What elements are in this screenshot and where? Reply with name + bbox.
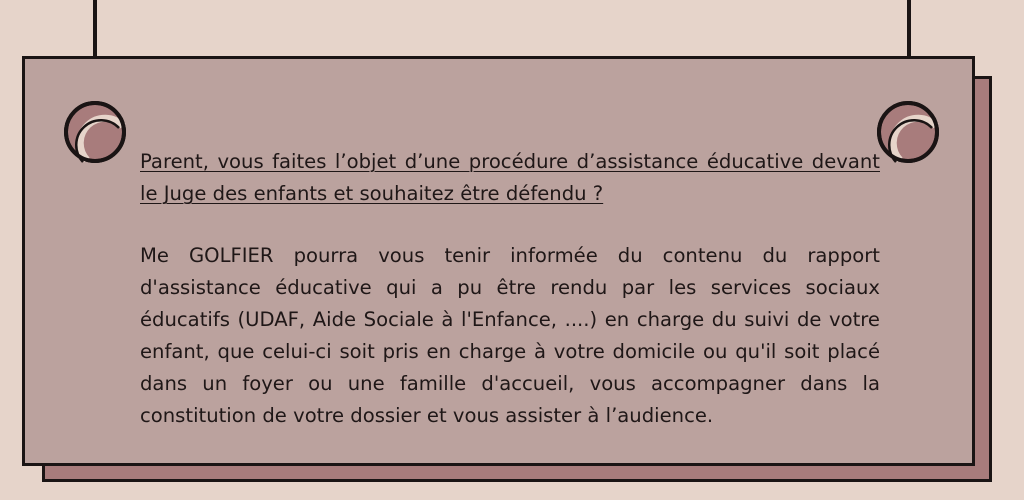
- body-paragraph: Me GOLFIER pourra vous tenir informée du contenu du rapport d'assistance éducative qui a pu être rendu par les services sociaux éducatifs (UDAF, Aide Sociale à l'Enfance, ....) en charge du suivi de votre enfant, que celui-ci soit pris en charge à votre domicile ou qu'il soit placé dans un foyer ou une famille d'accueil, vous accompagner dans la constitution de votre dossier et vous assister à l’audience.: [140, 244, 880, 427]
- hanging-ring-icon: [63, 100, 127, 164]
- hanging-ring-icon: [876, 100, 940, 164]
- card-content: [140, 146, 880, 432]
- headline-question: Parent, vous faites l’objet d’une procédure d’assistance éducative devant le Juge des enfants et souhaitez être défendu ?: [140, 150, 880, 205]
